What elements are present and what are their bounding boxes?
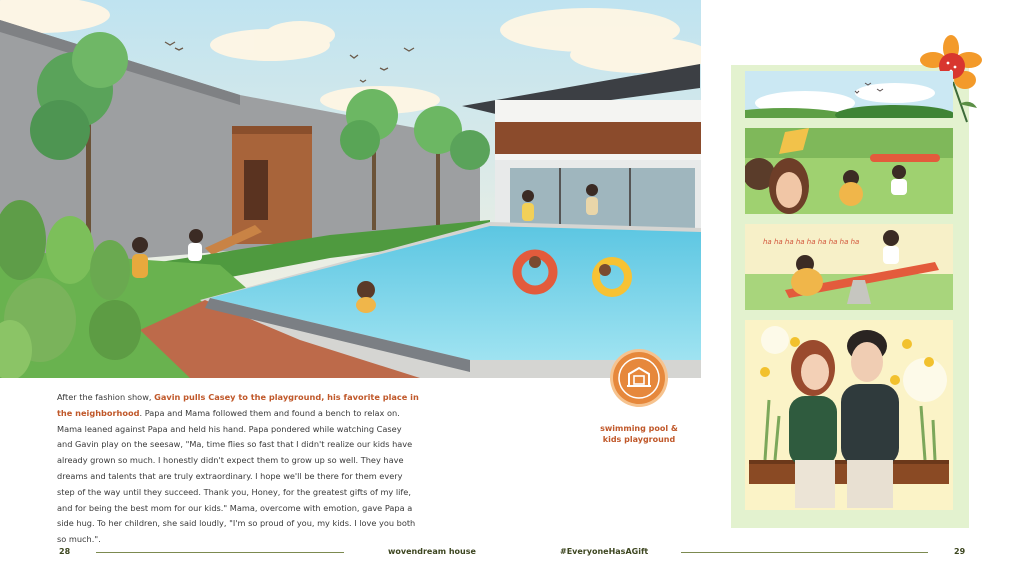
badge-label-line1: swimming pool & — [600, 424, 678, 433]
story-text-intro: After the fashion show, — [57, 392, 155, 402]
story-text-body: . Papa and Mama followed them and found a bench to relax on. Mama leaned against Papa and held his hand. Papa pondered while watching Casey and Gavin play on the seesaw, "Ma, time flies so fast that I didn't realize our kids have already grown so much. I honestly didn't expect them to grow up so well. They have dreams and talents that are truly extraordinary. I hope we'll be there for them every step of the way until they succeed. Thank you, Honey, for the greatest gifts of my life, and for being the best mom for our kids." Mama, overcome with emotion, gave Papa a side hug. To her children, she said loudly, "I'm so proud of you, my kids. I love you both so much.". — [57, 407, 416, 545]
comic-panel-seesaw — [745, 224, 953, 310]
pool-illustration — [0, 0, 701, 378]
playground-icon — [613, 352, 665, 404]
story-highlight: Gavin pulls Casey to the playground, his favorite place in the neighborhood — [57, 392, 419, 418]
footer-rule-right — [681, 552, 928, 553]
location-badge — [613, 352, 665, 404]
badge-label-line2: kids playground — [602, 435, 676, 444]
left-footer-title: wovendream house — [388, 547, 476, 556]
right-page-number: 29 — [954, 547, 966, 556]
story-paragraph — [57, 390, 419, 548]
footer-rule-left — [96, 552, 344, 553]
badge-label — [585, 423, 693, 445]
comic-panel-sky — [745, 71, 953, 118]
right-footer-hashtag: #EveryoneHasAGift — [560, 547, 649, 556]
laugh-text: ha ha ha ha ha ha ha ha ha — [763, 238, 860, 246]
comic-panel-parents-bench — [745, 320, 953, 510]
left-page-number: 28 — [59, 547, 71, 556]
comic-panel-playground — [745, 128, 953, 214]
